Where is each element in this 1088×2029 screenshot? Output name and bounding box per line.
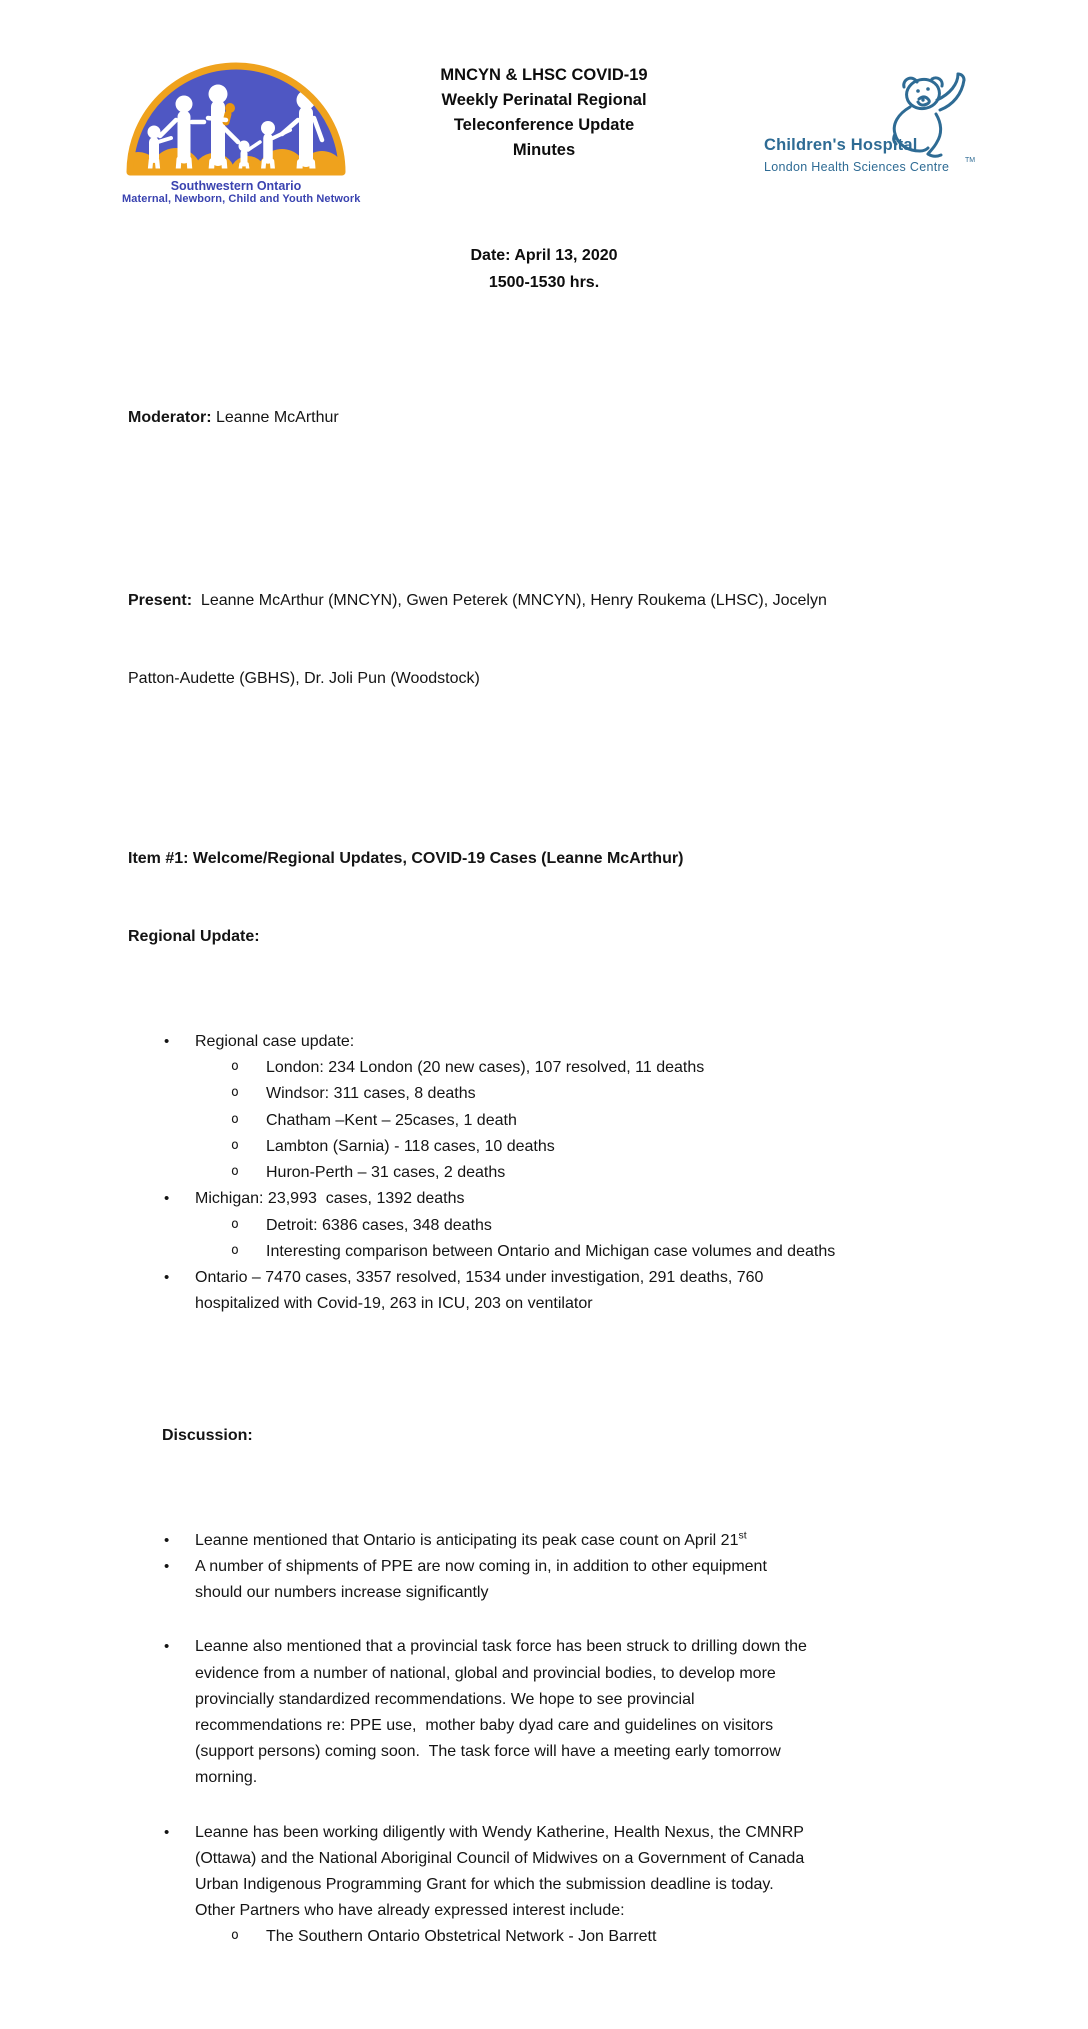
list-line: morning. — [195, 1769, 258, 1787]
list-item — [128, 1924, 973, 1950]
childrens-hospital-logo — [762, 70, 977, 195]
list-line: recommendations re: PPE use, mother baby dyad care and guidelines on visitors — [195, 1716, 774, 1734]
title-line: Weekly Perinatal Regional — [441, 91, 647, 109]
list-line: o Chatham –Kent – 25cases, 1 death — [266, 1111, 517, 1129]
list-item — [128, 1265, 973, 1317]
list-line: o Huron-Perth – 31 cases, 2 deaths — [266, 1164, 506, 1182]
list-item — [128, 1528, 973, 1554]
title-line: MNCYN & LHSC COVID-19 — [440, 66, 648, 84]
regional-update-heading: Regional Update: — [128, 928, 260, 946]
list-item — [128, 1160, 973, 1186]
title-line: Minutes — [512, 141, 576, 159]
list-line: provincially standardized recommendations. We hope to see provincial — [195, 1690, 695, 1708]
list-line: o Detroit: 6386 cases, 348 deaths — [266, 1216, 492, 1234]
list-line: • Leanne also mentioned that a provincial task force has been struck to drilling down the — [195, 1638, 807, 1656]
lhsc-subname: London Health Sciences Centre — [764, 160, 950, 174]
title-line: Teleconference Update — [453, 116, 635, 134]
list-line: o Windsor: 311 cases, 8 deaths — [266, 1085, 476, 1103]
list-item — [128, 1081, 973, 1107]
list-line: • A number of shipments of PPE are now coming in, in addition to other equipment — [195, 1557, 767, 1575]
discussion-heading: Discussion: — [162, 1426, 253, 1444]
date-line: Date: April 13, 2020 — [470, 247, 618, 264]
childrens-hospital-name: Children's Hospital — [764, 136, 918, 154]
list-line: o London: 234 London (20 new cases), 107 resolved, 11 deaths — [266, 1059, 705, 1077]
present-label: Present: — [128, 591, 193, 609]
list-line: • Leanne has been working diligently with Wendy Katherine, Health Nexus, the CMNRP — [195, 1823, 804, 1841]
list-line: o The Southern Ontario Obstetrical Network - Jon Barrett — [266, 1928, 657, 1946]
item1-bullets — [128, 1029, 973, 1317]
list-line: evidence from a number of national, global and provincial bodies, to develop more — [195, 1664, 776, 1682]
list-item — [128, 1186, 973, 1212]
moderator-value: Leanne McArthur — [211, 408, 339, 426]
discussion-bullets — [128, 1528, 973, 1951]
list-item — [128, 1634, 973, 1791]
moderator-line — [128, 405, 973, 431]
list-line: • Regional case update: — [195, 1033, 355, 1051]
list-line: (support persons) coming soon. The task force will have a meeting early tomorrow — [195, 1743, 781, 1761]
list-item — [128, 1213, 973, 1239]
trademark-symbol: TM — [965, 157, 976, 164]
list-line: • Ontario – 7470 cases, 3357 resolved, 1534 under investigation, 291 deaths, 760 — [195, 1268, 764, 1286]
list-item — [128, 1554, 973, 1606]
item1-heading: Item #1: Welcome/Regional Updates, COVID-19 Cases (Leanne McArthur) — [128, 849, 684, 867]
time-line: 1500-1530 hrs. — [488, 274, 600, 291]
list-line: • Michigan: 23,993 cases, 1392 deaths — [195, 1190, 465, 1208]
moderator-label: Moderator: — [128, 408, 212, 426]
list-item — [128, 1108, 973, 1134]
list-line: o Interesting comparison between Ontario and Michigan case volumes and deaths — [266, 1242, 836, 1260]
list-line: (Ottawa) and the National Aboriginal Council of Midwives on a Government of Canada — [195, 1849, 805, 1867]
list-line: Urban Indigenous Programming Grant for which the submission deadline is today. — [195, 1875, 774, 1893]
list-item — [128, 1055, 973, 1081]
list-line: should our numbers increase significantly — [195, 1584, 489, 1602]
date-block — [0, 242, 1088, 296]
list-item — [128, 1239, 973, 1265]
minutes-body — [128, 326, 973, 2029]
mncyn-caption-line1: Southwestern Ontario — [170, 179, 302, 193]
list-item — [128, 1029, 973, 1055]
present-value-line1: Leanne McArthur (MNCYN), Gwen Peterek (MNCYN), Henry Roukema (LHSC), Jocelyn — [192, 591, 827, 609]
mncyn-caption-line2: Maternal, Newborn, Child and Youth Network — [122, 193, 361, 205]
list-line: • Leanne mentioned that Ontario is anticipating its peak case count on April 21st — [195, 1529, 747, 1549]
present-block — [128, 535, 973, 745]
present-value-line2: Patton-Audette (GBHS), Dr. Joli Pun (Woodstock) — [128, 670, 480, 688]
list-line: Other Partners who have already expressed interest include: — [195, 1902, 625, 1920]
list-line: hospitalized with Covid-19, 263 in ICU, 203 on ventilator — [195, 1295, 593, 1313]
list-item — [128, 1820, 973, 1925]
list-line: o Lambton (Sarnia) - 118 cases, 10 deaths — [266, 1137, 555, 1155]
list-item — [128, 1134, 973, 1160]
